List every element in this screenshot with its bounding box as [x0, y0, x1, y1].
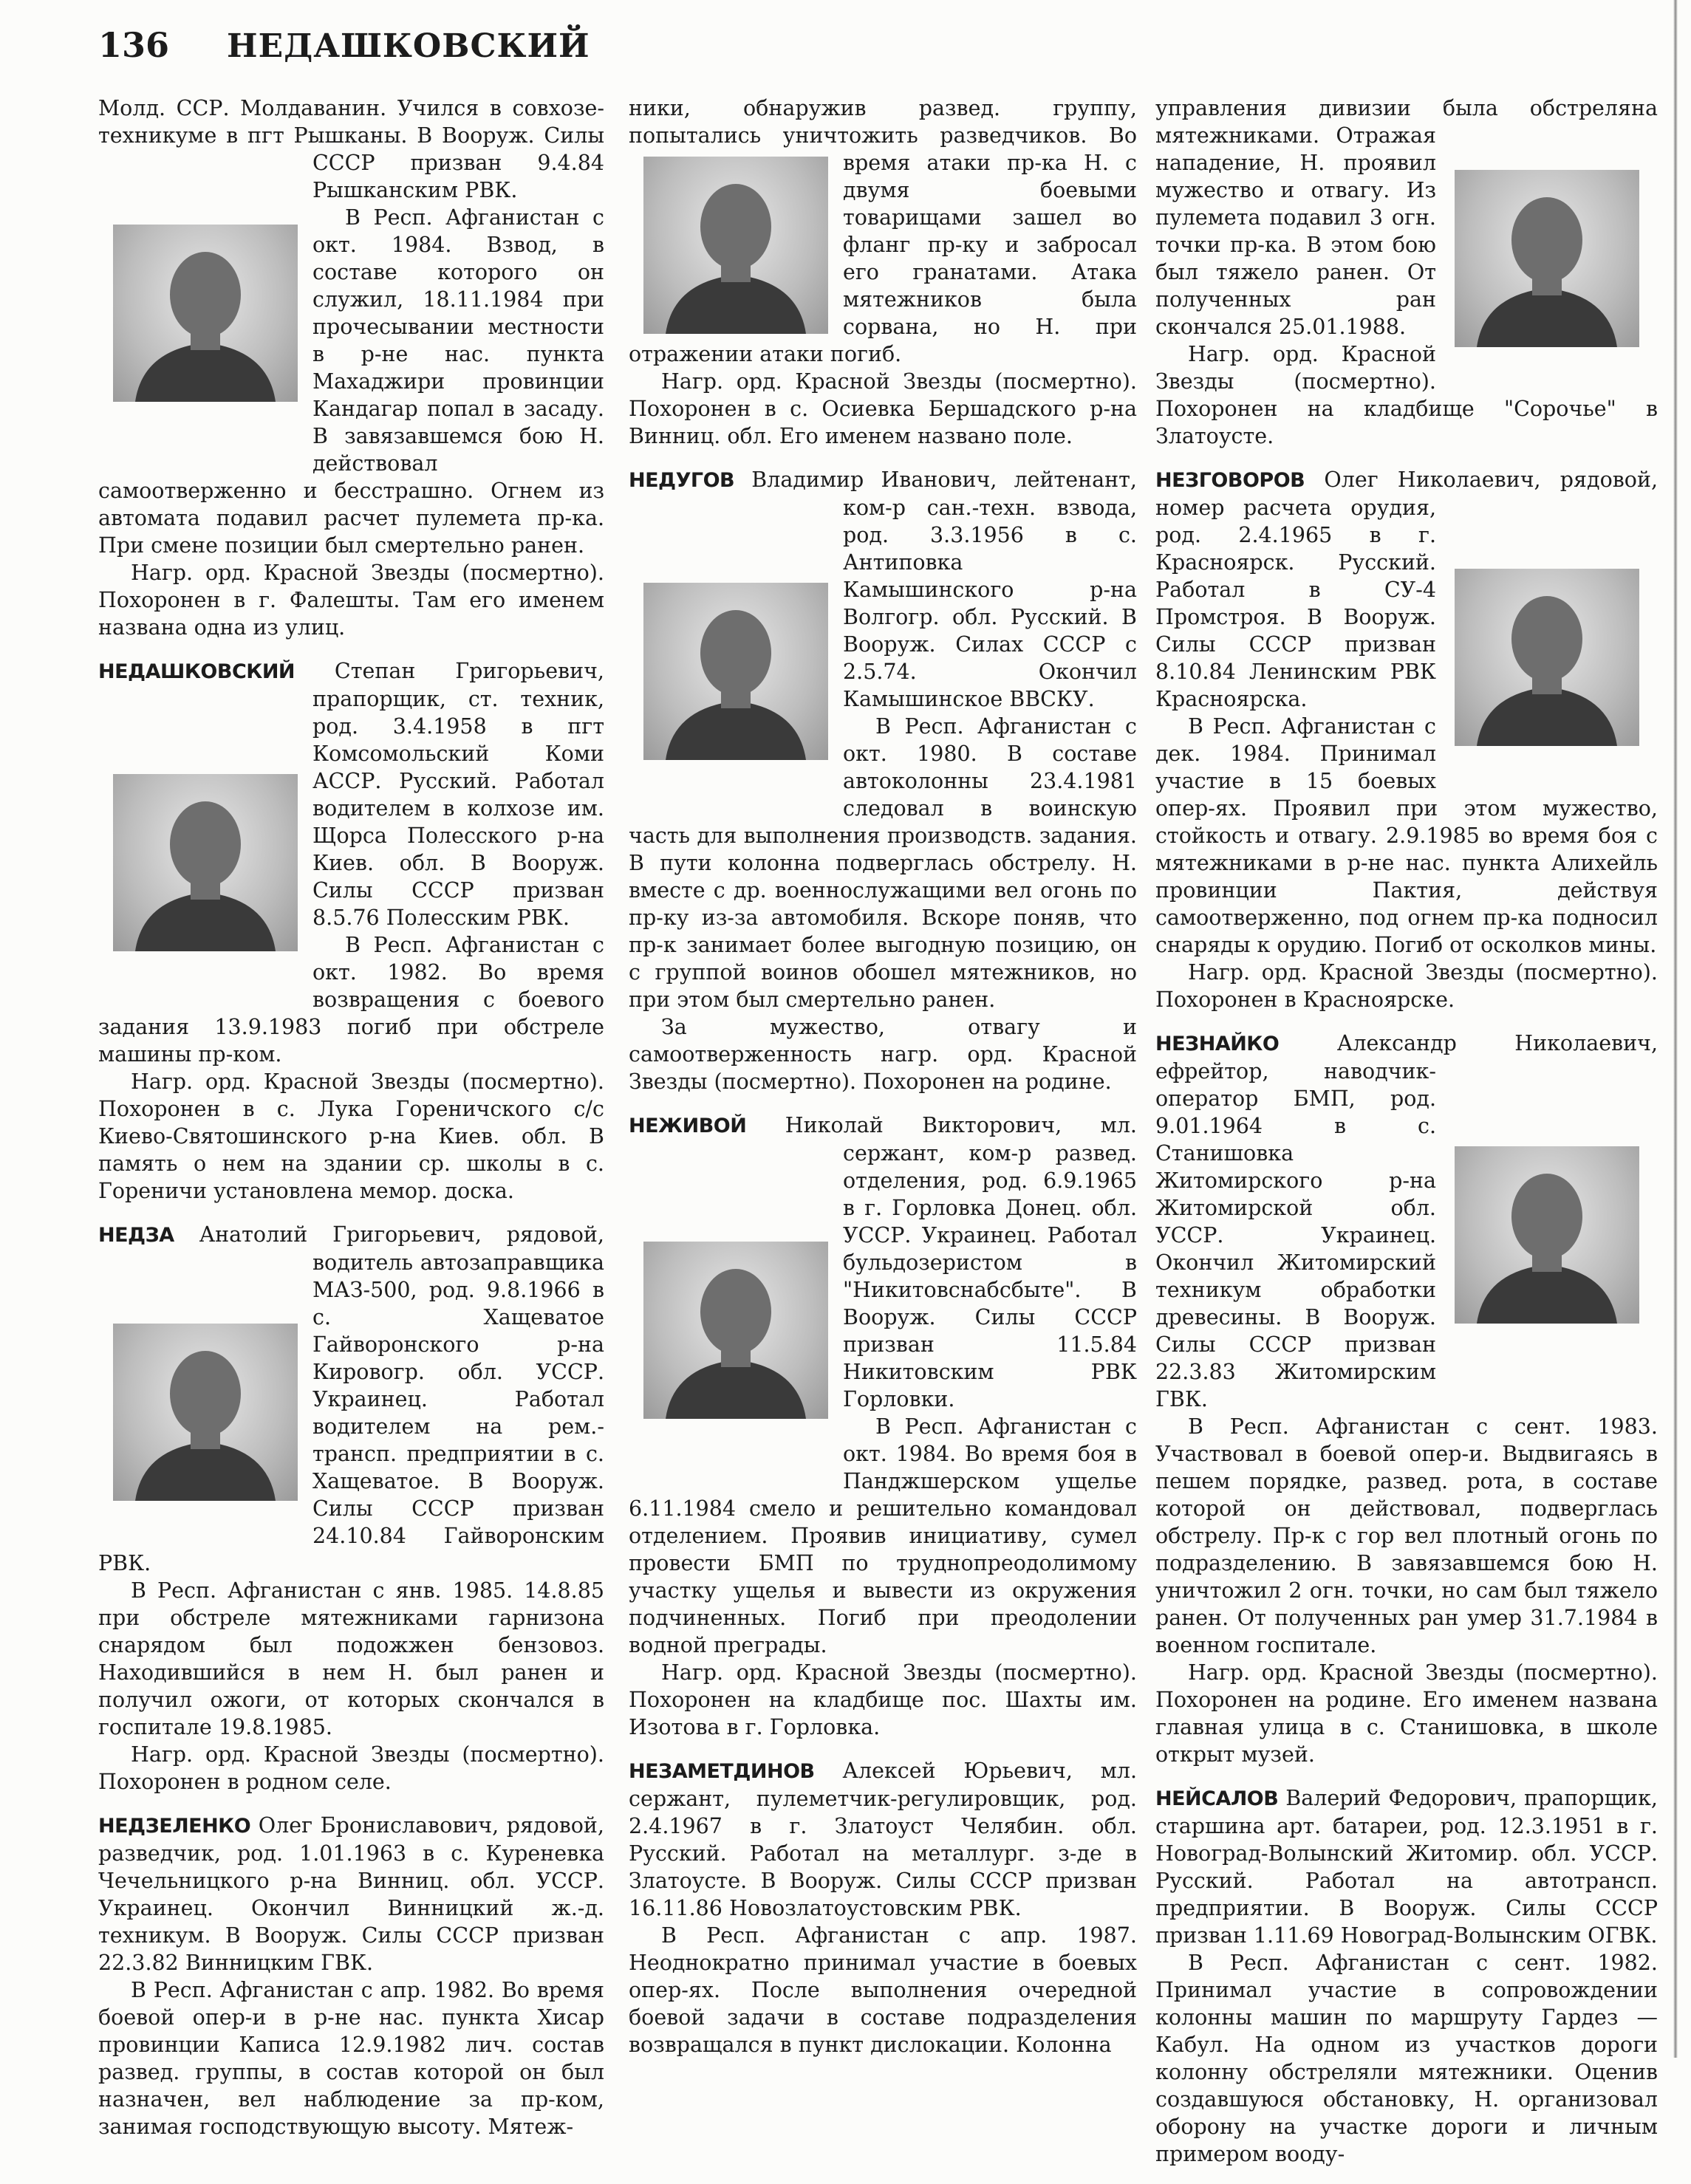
entry-text: Владимир Иванович, лейтенант, ком-р сан.-техн. взвода, род. 3.3.1956 в с. Антиповка Камышинского р-на Волгогр. обл. Русский. В Вооруж. Силах СССР с 2.5.74. Окончил Камышинское ВВСКУ.	[734, 468, 1137, 711]
entry-text: Нагр. орд. Красной Звезды (посмертно). Похоронен в г. Фалешты. Там его именем названа одна из улиц.	[98, 561, 604, 640]
entry-text: Степан Григорьевич, прапорщик, ст. техник, род. 3.4.1958 в пгт Комсомольский Коми АССР. Русский. Работал водителем в колхозе им. Щорса Полесского р-на Киев. обл. В Вооруж. Силы СССР призван 8.5.76 Полесским РВК.	[295, 659, 604, 930]
entry-text: Нагр. орд. Красной Звезды (посмертно). Похоронен на кладбище пос. Шахты им. Изотова в г. Горловка.	[629, 1660, 1137, 1739]
portrait-silhouette-icon	[1455, 1146, 1639, 1324]
portrait-photo	[1436, 521, 1658, 794]
portrait-photo	[629, 1166, 843, 1494]
entry-nezhivoy	[629, 1112, 1137, 1741]
column-2	[629, 95, 1137, 2075]
portrait-silhouette-icon	[643, 157, 828, 334]
portrait-silhouette-icon	[113, 1324, 298, 1501]
entry-surname: НЕДЗЕЛЕНКО	[98, 1815, 251, 1838]
entry-text: Нагр. орд. Красной Звезды (посмертно). Похоронен в с. Лука Гореничского с/с Киево-Святошинского р-на Киев. обл. В память о нем на здании ср. школы в с. Гореничи установлена мемор. доска.	[98, 1069, 604, 1203]
entry-surname: НЕЙСАЛОВ	[1155, 1787, 1279, 1810]
entry-surname: НЕДЗА	[98, 1224, 174, 1247]
entry-text: Нагр. орд. Красной Звезды (посмертно). Похоронен в Красноярске.	[1155, 960, 1658, 1012]
entry-surname: НЕЗНАЙКО	[1155, 1033, 1280, 1055]
entry-text: В Респ. Афганистан с окт. 1984. Во время боя в Панджшерском ущелье 6.11.1984 смело и решительно командовал отделением. Проявив инициативу, сумел провести БМП по труднопреодолимому участку ущелья и вывести из окружения подчиненных. Погиб при преодолении водной преграды.	[629, 1414, 1137, 1657]
entry-text: Николай Викторович, мл. сержант, ком-р развед. отделения, род. 6.9.1965 в г. Горловка Донец. обл. УССР. Украинец. Работал бульдозеристом в "Никитовснабсбыте". В Вооруж. Силы СССР призван 11.5.84 Никитовским РВК Горловки.	[746, 1113, 1137, 1411]
entry-text: Нагр. орд. Красной Звезды (посмертно). Похоронен на кладбище "Сорочье" в Златоусте.	[1155, 342, 1658, 448]
portrait-silhouette-icon	[113, 225, 298, 402]
entry-nedzelenko	[98, 1812, 604, 2140]
portrait-photo	[1436, 122, 1658, 395]
entry-text: Нагр. орд. Красной Звезды (посмертно). Похоронен на родине. Его именем названа главная улица в с. Станишовка, в школе открыт музей.	[1155, 1660, 1658, 1767]
entry-continued	[629, 95, 1137, 450]
entry-text: В Респ. Афганистан с дек. 1984. Принимал участие в 15 боевых опер-ях. Проявил при этом мужество, стойкость и отвагу. 2.9.1985 во время боя с мятежниками в р-не нас. пункта Алихейль провинции Пактия, действуя самоотверженно, под огнем пр-ка подносил снаряды к орудию. Погиб от осколков мины.	[1155, 714, 1658, 957]
entry-text: В Респ. Афганистан с апр. 1987. Неоднократно принимал участие в боевых опер-ях. После выполнения очередной боевой задачи в составе подразделения возвращался в пункт дислокации. Колонна	[629, 1923, 1137, 2057]
entry-text: Анатолий Григорьевич, рядовой, водитель автозаправщика МАЗ-500, род. 9.8.1966 в с. Хащеватое Гайворонского р-на Кировогр. обл. УССР. Украинец. Работал водителем на рем.-трансп. предприятии в с. Хащеватое. В Вооруж. Силы СССР призван 24.10.84 Гайворонским РВК.	[98, 1222, 604, 1575]
entry-text: управления дивизии была обстреляна мятежниками. Отражая нападение, Н. проявил мужество и отвагу. Из пулемета подавил 3 огн. точки пр-ка. В этом бою был тяжело ранен. От полученных ран скончался 25.01.1988.	[1155, 96, 1658, 339]
entry-nedashkovsky	[98, 657, 604, 1205]
entry-text: Александр Николаевич, ефрейтор, наводчик-оператор БМП, род. 9.01.1964 в с. Станишовка Житомирского р-на Житомирской обл. УССР. Украинец. Окончил Житомирский техникум обработки древесины. В Вооруж. Силы СССР призван 22.3.83 Житомирским ГВК.	[1155, 1031, 1658, 1411]
entry-text: Олег Брониславович, рядовой, разведчик, род. 1.01.1963 в с. Куреневка Чечельницкого р-на Винниц. обл. УССР. Украинец. Окончил Винницкий ж.-д. техникум. В Вооруж. Силы СССР призван 22.3.82 Винницким ГВК.	[98, 1813, 604, 1975]
entry-nedza	[98, 1221, 604, 1796]
portrait-photo	[1436, 1084, 1658, 1385]
entry-nezgovorov	[1155, 466, 1658, 1013]
entry-text: Нагр. орд. Красной Звезды (посмертно). Похоронен в с. Осиевка Бершадского р-на Винниц. обл. Его именем названо поле.	[629, 369, 1137, 448]
entry-surname: НЕДУГОВ	[629, 469, 735, 492]
entry-text: В Респ. Афганистан с окт. 1982. Во время возвращения с боевого задания 13.9.1983 погиб при обстреле машины пр-ком.	[98, 933, 604, 1067]
entry-text: Валерий Федорович, прапорщик, старшина арт. батареи, род. 12.3.1951 в г. Новоград-Волынский Житомир. обл. УССР. Русский. Работал на автотрансп. предприятии. В Вооруж. Силы СССР призван 1.11.69 Новоград-Волынским ОГВК.	[1155, 1786, 1658, 1948]
entry-surname: НЕЖИВОЙ	[629, 1115, 747, 1137]
entry-nedugov	[629, 466, 1137, 1095]
entry-surname: НЕДАШКОВСКИЙ	[98, 660, 296, 683]
entry-neysalov	[1155, 1784, 1658, 2168]
entry-text: В Респ. Афганистан с окт. 1980. В составе автоколонны 23.4.1981 следовал в воинскую часть для выполнения производств. задания. В пути колонна подверглась обстрелу. Н. вместе с др. военнослужащими вел огонь по пр-ку из-за автомобиля. Вскоре поняв, что пр-к занимает более выгодную позицию, он с группой воинов обошел мятежников, но при этом был смертельно ранен.	[629, 714, 1137, 1012]
entry-text: ники, обнаружив развед. группу, попытались уничтожить разведчиков. Во время атаки пр-ка Н. с двумя боевыми товарищами зашел во фланг пр-ку и забросал его гранатами. Атака мятежников была сорвана, но Н. при отражении атаки погиб.	[629, 96, 1137, 366]
portrait-photo	[629, 149, 843, 340]
column-3	[1155, 95, 1658, 2184]
portrait-photo	[98, 149, 312, 477]
portrait-silhouette-icon	[643, 583, 828, 760]
page-header	[98, 25, 590, 72]
entry-text: Молд. ССР. Молдаванин. Учился в совхозе-техникуме в пгт Рышканы. В Вооруж. Силы СССР призван 9.4.84 Рышканским РВК.	[98, 96, 604, 202]
entry-text: В Респ. Афганистан с сент. 1982. Принимал участие в сопровождении колонны машин по маршруту Гардез — Кабул. На одном из участков дороги колонну обстреляли мятежники. Оценив создавшуюся обстановку, Н. организовал оборону на участке дороги и личным примером вооду-	[1155, 1951, 1658, 2166]
entry-continued	[98, 95, 604, 641]
portrait-photo	[98, 712, 312, 1013]
entry-text: В Респ. Афганистан с сент. 1983. Участвовал в боевой опер-и. Выдвигаясь в пешем порядке, развед. рота, в составе которой он действовал, подверглась обстрелу. Пр-к с гор вел плотный огонь по подразделению. В завязавшемся бою Н. уничтожил 2 огн. точки, но сам был тяжело ранен. От полученных ран умер 31.7.1984 в военном госпитале.	[1155, 1414, 1658, 1657]
entry-text: Нагр. орд. Красной Звезды (посмертно). Похоронен в родном селе.	[98, 1742, 604, 1794]
portrait-silhouette-icon	[1455, 170, 1639, 347]
portrait-silhouette-icon	[113, 774, 298, 951]
entry-text: За мужество, отвагу и самоотверженность нагр. орд. Красной Звезды (посмертно). Похоронен на родине.	[629, 1015, 1137, 1094]
entry-text: Олег Николаевич, рядовой, номер расчета орудия, род. 2.4.1965 в г. Красноярск. Русский. Работал в СУ-4 Промстроя. В Вооруж. Силы СССР призван 8.10.84 Ленинским РВК Красноярска.	[1155, 468, 1658, 711]
entry-surname: НЕЗАМЕТДИНОВ	[629, 1760, 815, 1783]
portrait-photo	[629, 521, 843, 821]
entry-continued	[1155, 95, 1658, 450]
page-number: 136	[98, 25, 170, 65]
entry-surname: НЕЗГОВОРОВ	[1155, 469, 1305, 492]
running-head: НЕДАШКОВСКИЙ	[227, 27, 590, 65]
portrait-silhouette-icon	[643, 1242, 828, 1419]
portrait-photo	[98, 1276, 312, 1549]
portrait-silhouette-icon	[1455, 569, 1639, 746]
entry-neznayko	[1155, 1030, 1658, 1768]
page-edge	[1673, 0, 1678, 2058]
entry-text: В Респ. Афганистан с апр. 1982. Во время боевой опер-и в р-не нас. пункта Хисар провинции Каписа 12.9.1982 лич. состав развед. группы, в состав которой он был назначен, вел наблюдение за пр-ком, занимая господствующую высоту. Мятеж-	[98, 1978, 604, 2139]
entry-nezametdinov	[629, 1757, 1137, 2058]
entry-text: Алексей Юрьевич, мл. сержант, пулеметчик-регулировщик, род. 2.4.1967 в г. Златоуст Челябин. обл. Русский. Работал на металлург. з-де в Златоусте. В Вооруж. Силы СССР призван 16.11.86 Новозлатоустовским РВК.	[629, 1759, 1137, 1920]
entry-text: В Респ. Афганистан с окт. 1984. Взвод, в составе которого он служил, 18.11.1984 при прочесывании местности в р-не нас. пункта Махаджири провинции Кандагар попал в засаду. В завязавшемся бою Н. действовал самоотверженно и бесстрашно. Огнем из автомата подавил расчет пулемета пр-ка. При смене позиции был смертельно ранен.	[98, 205, 604, 558]
column-1	[98, 95, 604, 2157]
entry-text: В Респ. Афганистан с янв. 1985. 14.8.85 при обстреле мятежниками гарнизона снарядом был подожжен бензовоз. Находившийся в нем Н. был ранен и получил ожоги, от которых скончался в госпитале 19.8.1985.	[98, 1578, 604, 1739]
